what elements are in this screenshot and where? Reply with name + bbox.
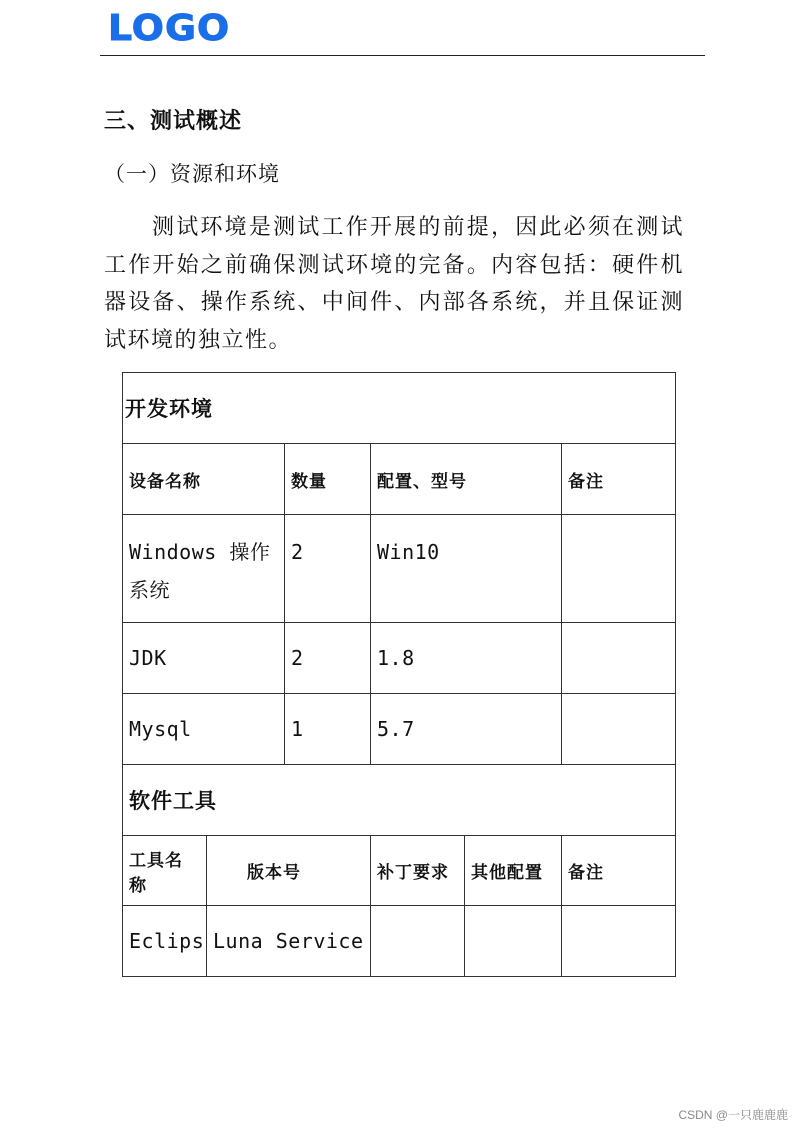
dev-header-cell: 配置、型号	[371, 444, 562, 515]
tools-title: 软件工具	[123, 765, 676, 836]
tools-cell	[562, 906, 676, 977]
tools-title-row	[123, 765, 676, 836]
dev-cell: 1	[285, 694, 371, 765]
tools-header-cell: 备注	[562, 836, 676, 906]
dev-env-title: 开发环境	[123, 373, 676, 444]
dev-cell: 5.7	[371, 694, 562, 765]
watermark: CSDN @一只鹿鹿鹿	[678, 1108, 788, 1122]
dev-cell: JDK	[123, 623, 285, 694]
tools-header-row	[123, 836, 676, 906]
dev-header-row	[123, 444, 676, 515]
tools-header-cell: 工具名称	[123, 836, 207, 906]
logo: LOGO	[108, 8, 231, 49]
tools-cell: Eclips	[123, 906, 207, 977]
dev-header-cell: 数量	[285, 444, 371, 515]
dev-cell	[562, 515, 676, 623]
tools-header-cell: 版本号	[207, 836, 371, 906]
dev-cell	[562, 694, 676, 765]
environment-table	[122, 372, 676, 977]
dev-header-cell: 设备名称	[123, 444, 285, 515]
dev-title-row	[123, 373, 676, 444]
tools-header-cell: 补丁要求	[371, 836, 465, 906]
header-divider	[100, 55, 705, 56]
tools-header-cell: 其他配置	[465, 836, 562, 906]
section-title: 三、测试概述	[104, 109, 243, 134]
dev-cell	[562, 623, 676, 694]
subsection-title: （一）资源和环境	[104, 162, 280, 186]
dev-cell: Windows 操作系统	[123, 515, 285, 623]
tools-cell: Luna Service	[207, 906, 371, 977]
tools-cell	[371, 906, 465, 977]
dev-row	[123, 623, 676, 694]
dev-cell: 1.8	[371, 623, 562, 694]
tools-cell	[465, 906, 562, 977]
dev-cell: 2	[285, 623, 371, 694]
dev-cell: Win10	[371, 515, 562, 623]
dev-row	[123, 694, 676, 765]
tools-row	[123, 906, 676, 977]
dev-cell: 2	[285, 515, 371, 623]
intro-paragraph: 测试环境是测试工作开展的前提，因此必须在测试工作开始之前确保测试环境的完备。内容包括：硬件机器设备、操作系统、中间件、内部各系统，并且保证测试环境的独立性。	[104, 215, 684, 353]
dev-cell: Mysql	[123, 694, 285, 765]
dev-header-cell: 备注	[562, 444, 676, 515]
dev-row	[123, 515, 676, 623]
